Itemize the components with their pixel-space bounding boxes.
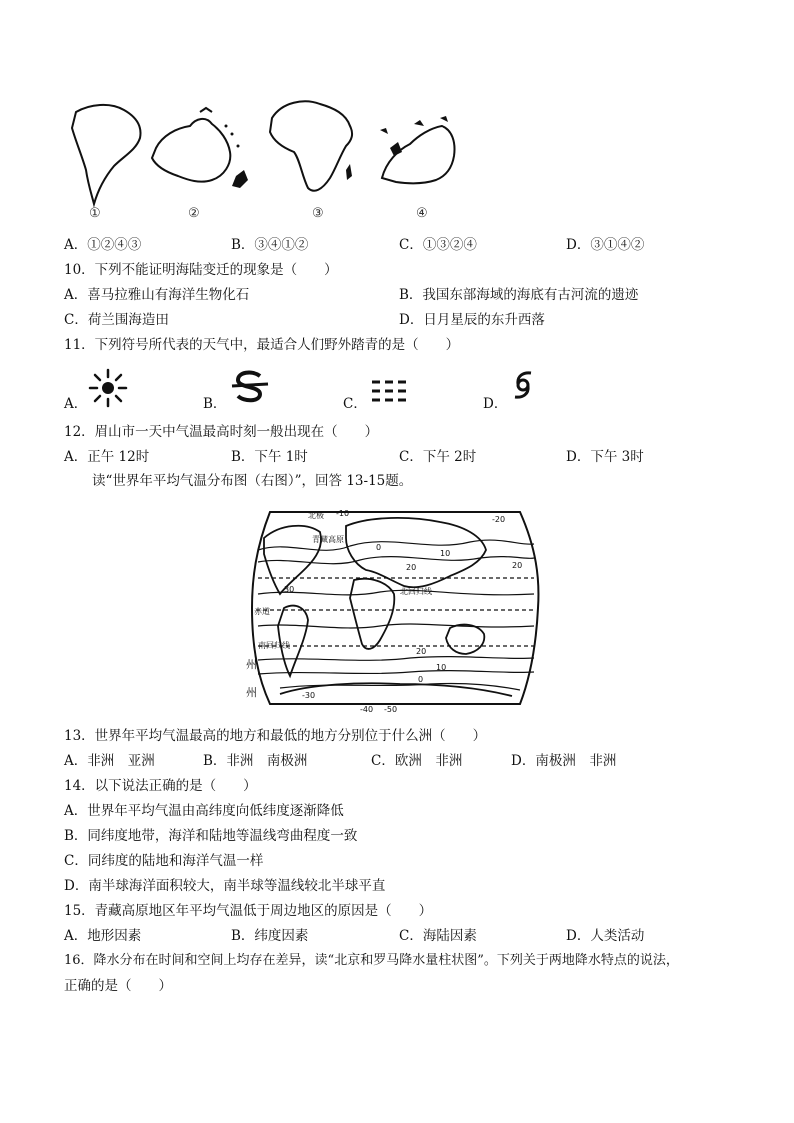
q12-option-a[interactable]: A．正午 12时 — [64, 449, 150, 465]
q10-stem: 10．下列不能证明海陆变迁的现象是（ ） — [64, 262, 338, 278]
q14-stem: 14．以下说法正确的是（ ） — [64, 778, 257, 794]
q12-stem: 12．眉山市一天中气温最高时刻一般出现在（ ） — [64, 424, 379, 440]
south-america-outline — [72, 105, 140, 204]
australia-outline — [152, 119, 230, 182]
q11-option-a[interactable]: A． — [64, 396, 88, 412]
q15-option-c[interactable]: C．海陆因素 — [399, 928, 477, 944]
q11-option-c[interactable]: C． — [343, 396, 367, 412]
sun-icon — [88, 368, 128, 408]
q14-option-d[interactable]: D．南半球海洋面积较大，南半球等温线较北半球平直 — [64, 878, 386, 894]
svg-text:-10: -10 — [336, 509, 350, 518]
reading-intro: 读“世界年平均气温分布图（右图）”，回答 13-15题。 — [92, 473, 413, 489]
q15-option-b[interactable]: B．纬度因素 — [231, 928, 309, 944]
q10-option-b[interactable]: B．我国东部海域的海底有古河流的遗迹 — [399, 287, 639, 303]
q10-option-c[interactable]: C．荷兰围海造田 — [64, 312, 169, 328]
svg-text:20: 20 — [406, 563, 417, 572]
q9-option-c[interactable]: C．①③②④ — [399, 237, 477, 253]
q12-option-b[interactable]: B．下午 1时 — [231, 449, 308, 465]
q13-option-c[interactable]: C．欧洲 非洲 — [371, 753, 463, 769]
q11-option-d[interactable]: D． — [483, 396, 508, 412]
typhoon-icon — [509, 370, 539, 400]
label-north-pole: 北极 — [308, 511, 324, 520]
continent-maps — [0, 0, 794, 230]
map-label-2: ② — [188, 206, 200, 221]
svg-text:10: 10 — [436, 663, 447, 672]
world-temperature-map — [250, 498, 540, 718]
q14-option-c[interactable]: C．同纬度的陆地和海洋气温一样 — [64, 853, 264, 869]
q16-stem-line2: 正确的是（ ） — [64, 978, 172, 994]
svg-text:-30: -30 — [302, 691, 316, 700]
q14-option-a[interactable]: A．世界年平均气温由高纬度向低纬度逐渐降低 — [64, 803, 344, 819]
label-tibetan-plateau: 青藏高原 — [312, 535, 344, 544]
q13-option-b[interactable]: B．非洲 南极洲 — [203, 753, 308, 769]
side-char-2: 州 — [246, 686, 257, 699]
q10-option-a[interactable]: A．喜马拉雅山有海洋生物化石 — [64, 287, 250, 303]
label-tropic-of-capricorn: 南回归线 — [258, 641, 290, 650]
svg-text:-20: -20 — [492, 515, 506, 524]
svg-text:0: 0 — [376, 543, 382, 552]
side-char-1: 州 — [246, 658, 257, 671]
label-equator: 赤道 — [254, 607, 270, 616]
svg-text:0: 0 — [418, 675, 424, 684]
svg-text:20: 20 — [416, 647, 427, 656]
q11-option-b[interactable]: B． — [203, 396, 227, 412]
map-label-3: ③ — [312, 206, 324, 221]
q13-stem: 13．世界年平均气温最高的地方和最低的地方分别位于什么洲（ ） — [64, 728, 487, 744]
q16-stem-line1: 16．降水分布在时间和空间上均存在差异，读“北京和罗马降水量柱状图”。下列关于两地降水特点的说法， — [64, 953, 679, 968]
map-label-1: ① — [89, 206, 101, 221]
svg-text:20: 20 — [512, 561, 523, 570]
q9-option-b[interactable]: B．③④①② — [231, 237, 309, 253]
q12-option-c[interactable]: C．下午 2时 — [399, 449, 477, 465]
q9-option-d[interactable]: D．③①④② — [566, 237, 645, 253]
q15-stem: 15．青藏高原地区年平均气温低于周边地区的原因是（ ） — [64, 903, 433, 919]
q12-option-d[interactable]: D．下午 3时 — [566, 449, 644, 465]
q15-option-d[interactable]: D．人类活动 — [566, 928, 645, 944]
map-label-4: ④ — [416, 206, 428, 221]
africa-outline — [270, 101, 352, 190]
svg-text:10: 10 — [440, 549, 451, 558]
sandstorm-icon — [230, 370, 270, 406]
q10-option-d[interactable]: D．日月星辰的东升西落 — [399, 312, 545, 328]
svg-text:-40: -40 — [360, 705, 374, 714]
q15-option-a[interactable]: A．地形因素 — [64, 928, 142, 944]
q13-option-d[interactable]: D．南极洲 非洲 — [511, 753, 617, 769]
q11-stem: 11．下列符号所代表的天气中，最适合人们野外踏青的是（ ） — [64, 337, 460, 353]
svg-text:30: 30 — [284, 585, 295, 594]
europe-outline — [382, 126, 455, 183]
q9-option-a[interactable]: A．①②④③ — [64, 237, 142, 253]
label-tropic-of-cancer: 北回归线 — [400, 587, 432, 596]
q13-option-a[interactable]: A．非洲 亚洲 — [64, 753, 155, 769]
svg-text:-50: -50 — [384, 705, 398, 714]
fog-icon — [370, 378, 410, 406]
q14-option-b[interactable]: B．同纬度地带，海洋和陆地等温线弯曲程度一致 — [64, 828, 358, 844]
